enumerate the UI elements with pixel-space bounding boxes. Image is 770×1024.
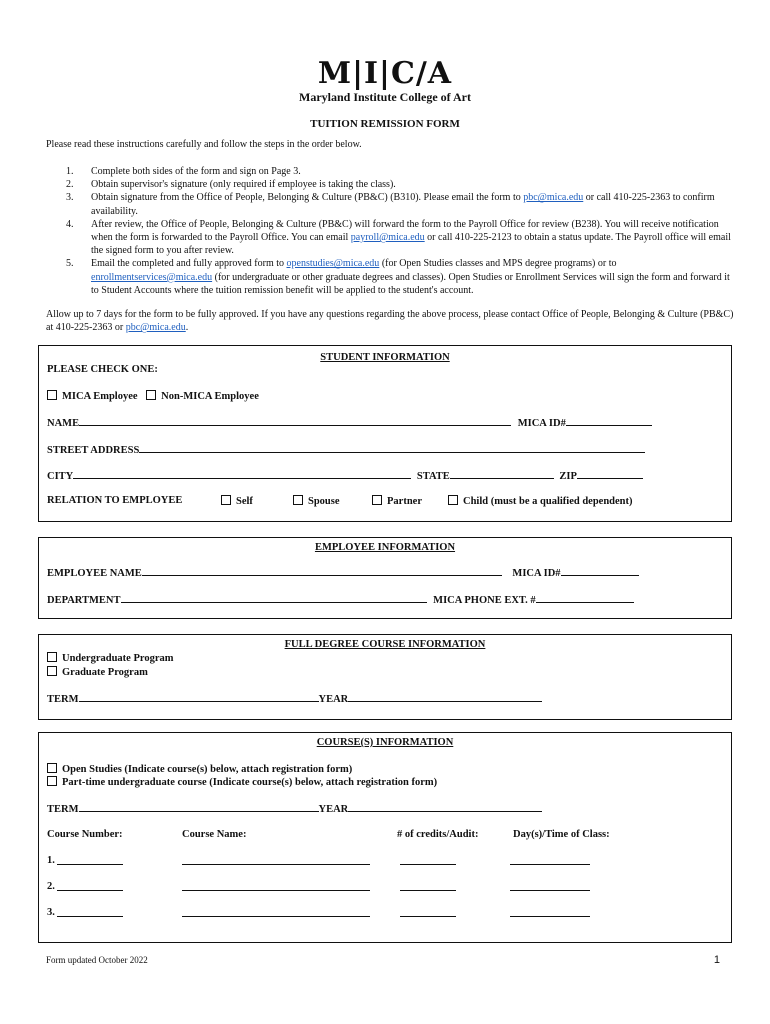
phone-ext-field[interactable]	[536, 593, 634, 603]
undergraduate-checkbox[interactable]	[47, 652, 57, 662]
step-text: After review, the Office of People, Belonging & Culture (PB&C) will forward the form to the Payroll Office for review (B238). You will receive notification when the form is forwarded to the Payroll Office. You can email	[91, 218, 719, 244]
year-field[interactable]	[348, 692, 542, 702]
credits-field[interactable]	[400, 855, 456, 865]
courses-term-row	[47, 802, 723, 815]
checkbox-label: Spouse	[308, 496, 340, 507]
row-number: 3.	[47, 907, 55, 918]
non-mica-employee-checkbox[interactable]	[146, 390, 156, 400]
step-text: Obtain signature from the Office of People, Belonging & Culture (PB&C) (B310). Please email the form to	[91, 192, 524, 204]
intro-text: Please read these instructions carefully and follow the steps in the order below.	[46, 139, 362, 150]
days-time-field[interactable]	[510, 881, 590, 891]
step-text: (for Open Studies classes and MPS degree programs) or to	[379, 258, 617, 270]
credits-field[interactable]	[400, 881, 456, 891]
child-option	[448, 495, 633, 507]
step-text: Complete both sides of the form and sign on Page 3.	[91, 166, 301, 177]
name-row	[47, 416, 723, 429]
checkbox-label: Child (must be a qualified dependent)	[463, 496, 633, 507]
term-field[interactable]	[79, 692, 319, 702]
state-field[interactable]	[450, 469, 554, 479]
self-option	[221, 495, 253, 507]
credits-header: # of credits/Audit:	[397, 829, 479, 840]
student-information-section	[38, 345, 732, 522]
street-field[interactable]	[139, 443, 645, 453]
courses-section	[38, 732, 732, 943]
step-3	[66, 191, 736, 217]
course-name-header: Course Name:	[182, 829, 247, 840]
days-time-header: Day(s)/Time of Class:	[513, 829, 610, 840]
state-label: STATE	[416, 471, 450, 482]
spouse-option	[293, 495, 340, 507]
checkbox-label: Non-MICA Employee	[161, 391, 259, 402]
employee-information-section	[38, 537, 732, 619]
instruction-steps	[66, 165, 736, 297]
employee-mica-id-field[interactable]	[561, 566, 639, 576]
step-number: 4.	[66, 218, 74, 230]
zip-label: ZIP	[559, 471, 577, 482]
graduate-checkbox[interactable]	[47, 666, 57, 676]
step-number: 1.	[66, 166, 74, 177]
year-field[interactable]	[348, 802, 542, 812]
undergrad-row	[47, 652, 723, 664]
page-number: 1	[713, 954, 720, 966]
checkbox-label: MICA Employee	[62, 391, 138, 402]
step-2	[66, 178, 736, 191]
course-name-field[interactable]	[182, 881, 370, 891]
term-label: TERM	[47, 804, 79, 815]
step-number: 2.	[66, 179, 74, 191]
step-text: or call 410-225-2363 to confirm availability.	[91, 192, 715, 217]
partner-option	[372, 495, 422, 507]
relation-row	[47, 495, 723, 506]
step-text: Email the completed and fully approved form to	[91, 258, 287, 270]
course-number-field[interactable]	[57, 907, 123, 917]
employee-name-label: EMPLOYEE NAME	[47, 568, 142, 579]
child-checkbox[interactable]	[448, 495, 458, 505]
section-title: FULL DEGREE COURSE INFORMATION	[284, 639, 486, 650]
step-number: 5.	[66, 258, 74, 270]
open-studies-row	[47, 763, 723, 775]
form-updated-note: Form updated October 2022	[46, 955, 148, 965]
phone-ext-label: MICA PHONE EXT. #	[433, 595, 536, 606]
college-name: Maryland Institute College of Art	[299, 90, 471, 104]
part-time-row	[47, 776, 723, 788]
year-label: YEAR	[318, 694, 349, 705]
checkbox-label: Open Studies (Indicate course(s) below, attach registration form)	[62, 764, 353, 775]
step-text: or call 410-225-2123 to obtain a status update. The Payroll office will email the signed form to you after review.	[91, 232, 731, 257]
step-number: 3.	[66, 192, 74, 204]
mica-id-label: MICA ID#	[517, 418, 566, 429]
grad-row	[47, 666, 723, 678]
course-number-field[interactable]	[57, 881, 123, 891]
open-studies-checkbox[interactable]	[47, 763, 57, 773]
approval-text-end: .	[185, 322, 189, 334]
city-field[interactable]	[73, 469, 411, 479]
employee-mica-id-label: MICA ID#	[512, 568, 561, 579]
mica-id-field[interactable]	[566, 416, 652, 426]
city-label: CITY	[47, 471, 74, 482]
street-label: STREET ADDRESS	[47, 445, 140, 456]
employee-type-row	[47, 390, 723, 402]
approval-note	[46, 308, 736, 334]
term-field[interactable]	[79, 802, 319, 812]
course-number-header: Course Number:	[47, 829, 123, 840]
payroll-email-link[interactable]: payroll@mica.edu	[350, 232, 425, 244]
checkbox-label: Graduate Program	[62, 667, 148, 678]
checkbox-label: Self	[236, 496, 253, 507]
days-time-field[interactable]	[510, 907, 590, 917]
enrollment-email-link[interactable]: enrollmentservices@mica.edu	[91, 271, 213, 283]
days-time-field[interactable]	[510, 855, 590, 865]
step-text: Obtain supervisor's signature (only required if employee is taking the class).	[91, 179, 396, 191]
spouse-checkbox[interactable]	[293, 495, 303, 505]
section-title: COURSE(S) INFORMATION	[316, 737, 454, 748]
department-field[interactable]	[121, 593, 427, 603]
part-time-checkbox[interactable]	[47, 776, 57, 786]
mica-employee-checkbox[interactable]	[47, 390, 57, 400]
check-one-label: PLEASE CHECK ONE:	[47, 364, 158, 375]
relation-label: RELATION TO EMPLOYEE	[47, 495, 183, 506]
pbc-email-link[interactable]: pbc@mica.edu	[523, 192, 584, 204]
step-4	[66, 218, 736, 258]
street-row	[47, 443, 723, 456]
zip-field[interactable]	[577, 469, 643, 479]
mica-logo: M|I|C/A	[317, 56, 453, 91]
credits-field[interactable]	[400, 907, 456, 917]
form-title: TUITION REMISSION FORM	[310, 118, 460, 130]
approval-text: Allow up to 7 days for the form to be fully approved. If you have any questions regarding the above process, please contact Office of People, Belonging & Culture (PB&C) at 410-225-2363 or	[46, 309, 734, 334]
course-number-field[interactable]	[57, 855, 123, 865]
section-title: EMPLOYEE INFORMATION	[314, 542, 456, 553]
pbc-contact-link[interactable]: pbc@mica.edu	[125, 322, 186, 334]
course-name-field[interactable]	[182, 907, 370, 917]
employee-name-field[interactable]	[142, 566, 502, 576]
checkbox-label: Part-time undergraduate course (Indicate course(s) below, attach registration form)	[62, 777, 438, 788]
step-1	[66, 165, 736, 178]
department-row	[47, 593, 723, 606]
row-number: 2.	[47, 881, 55, 892]
step-5	[66, 257, 736, 297]
degree-term-row	[47, 692, 723, 705]
checkbox-label: Undergraduate Program	[62, 653, 174, 664]
year-label: YEAR	[318, 804, 349, 815]
openstudies-email-link[interactable]: openstudies@mica.edu	[286, 258, 380, 270]
term-label: TERM	[47, 694, 79, 705]
row-number: 1.	[47, 855, 55, 866]
department-label: DEPARTMENT	[47, 595, 121, 606]
step-text: (for undergraduate or other graduate degrees and classes). Open Studies or Enrollment Services will sign the form and forward it to Student Accounts where the tuition remission benefit will be applied to the student's account.	[91, 271, 730, 296]
employee-name-row	[47, 566, 723, 579]
full-degree-section	[38, 634, 732, 720]
name-field[interactable]	[79, 416, 511, 426]
city-row	[47, 469, 723, 482]
section-title: STUDENT INFORMATION	[320, 352, 450, 363]
partner-checkbox[interactable]	[372, 495, 382, 505]
self-checkbox[interactable]	[221, 495, 231, 505]
name-label: NAME	[47, 418, 80, 429]
course-name-field[interactable]	[182, 855, 370, 865]
checkbox-label: Partner	[387, 496, 422, 507]
